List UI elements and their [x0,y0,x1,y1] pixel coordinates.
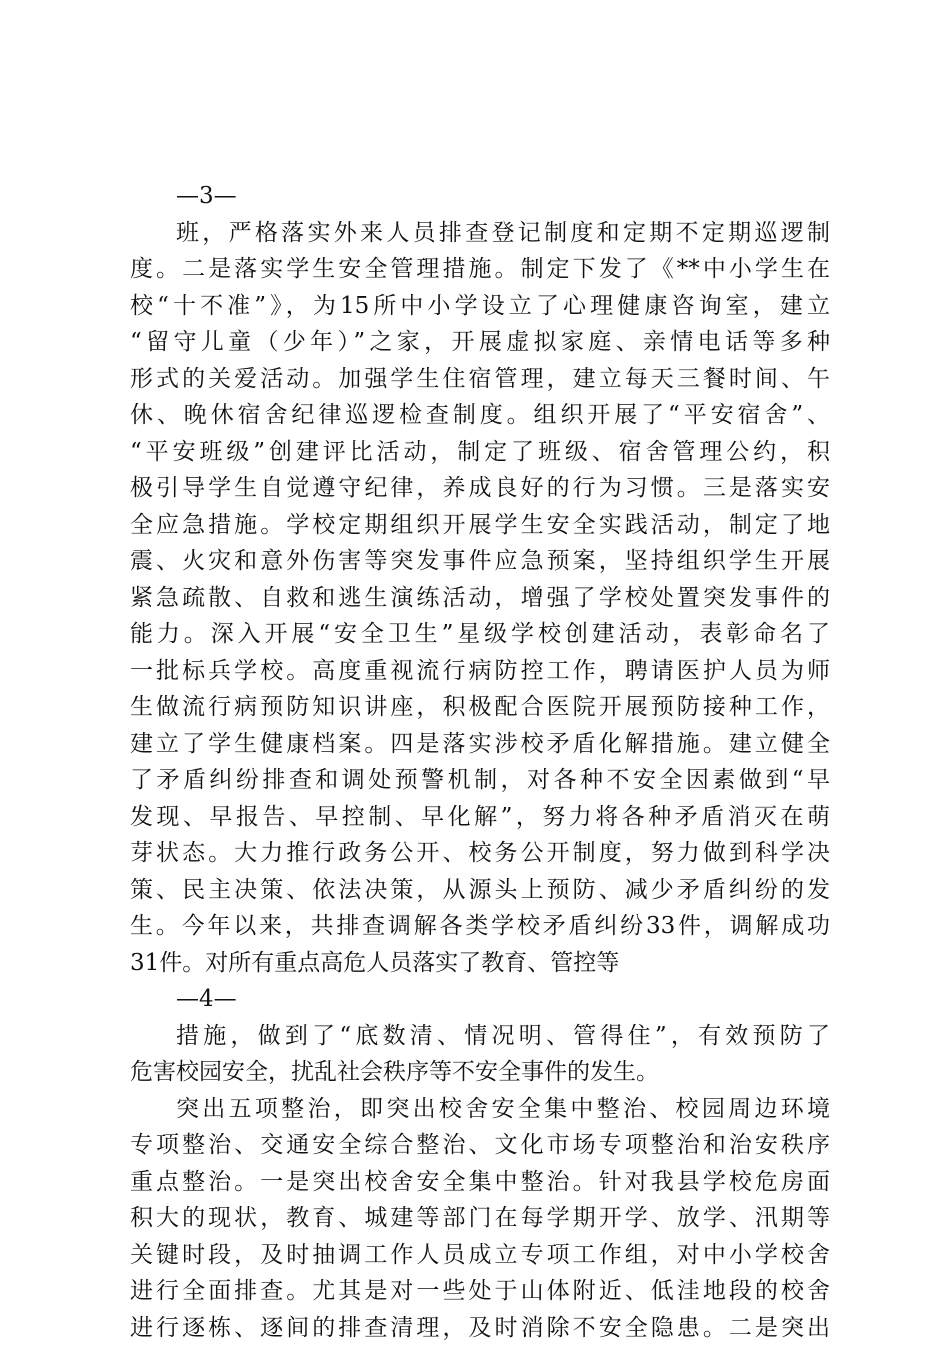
text-line: 紧急疏散、自救和逃生演练活动，增强了学校处置突发事件的 [130,580,830,617]
text-line: 休、晚休宿舍纪律巡逻检查制度。组织开展了“平安宿舍”、 [130,397,830,434]
text-line: 进行逐栋、逐间的排查清理，及时消除不安全隐患。二是突出 [130,1310,830,1346]
text-line: 生做流行病预防知识讲座，积极配合医院开展预防接种工作， [130,689,830,726]
text-line: 极引导学生自觉遵守纪律，养成良好的行为习惯。三是落实安 [130,470,830,507]
text-line: 进行全面排查。尤其是对一些处于山体附近、低洼地段的校舍 [130,1273,830,1310]
text-line: 了矛盾纠纷排查和调处预警机制，对各种不安全因素做到“早 [130,762,830,799]
text-line: 班，严格落实外来人员排查登记制度和定期不定期巡逻制 [130,215,830,252]
text-line: 震、火灾和意外伤害等突发事件应急预案，坚持组织学生开展 [130,543,830,580]
paragraph-continued [130,215,830,982]
text-line: 重点整治。一是突出校舍安全集中整治。针对我县学校危房面 [130,1164,830,1201]
page-number-4: —4— [130,981,830,1018]
text-line: 校“十不准”》，为15所中小学设立了心理健康咨询室，建立 [130,288,830,325]
paragraph-five-rectifications [130,1091,830,1346]
text-line: “留守儿童（少年）”之家，开展虚拟家庭、亲情电话等多种 [130,324,830,361]
text-line: 策、民主决策、依法决策，从源头上预防、减少矛盾纠纷的发 [130,872,830,909]
text-line: 芽状态。大力推行政务公开、校务公开制度，努力做到科学决 [130,835,830,872]
text-line: 关键时段，及时抽调工作人员成立专项工作组，对中小学校舍 [130,1237,830,1274]
text-line: 一批标兵学校。高度重视流行病防控工作，聘请医护人员为师 [130,653,830,690]
text-line: 度。二是落实学生安全管理措施。制定下发了《**中小学生在 [130,251,830,288]
text-line: 突出五项整治，即突出校舍安全集中整治、校园周边环境 [130,1091,830,1128]
text-line: 积大的现状，教育、城建等部门在每学期开学、放学、汛期等 [130,1200,830,1237]
text-line: 措施，做到了“底数清、情况明、管得住”，有效预防了 [130,1018,830,1055]
text-line: 能力。深入开展“安全卫生”星级学校创建活动，表彰命名了 [130,616,830,653]
text-line: 全应急措施。学校定期组织开展学生安全实践活动，制定了地 [130,507,830,544]
document-body [130,178,830,1346]
text-line: 危害校园安全，扰乱社会秩序等不安全事件的发生。 [130,1054,830,1091]
paragraph-measures [130,1018,830,1091]
text-line: 31件。对所有重点高危人员落实了教育、管控等 [130,945,830,982]
text-line: 建立了学生健康档案。四是落实涉校矛盾化解措施。建立健全 [130,726,830,763]
text-line: 生。今年以来，共排查调解各类学校矛盾纠纷33件，调解成功 [130,908,830,945]
text-line: 形式的关爱活动。加强学生住宿管理，建立每天三餐时间、午 [130,361,830,398]
text-line: “平安班级”创建评比活动，制定了班级、宿舍管理公约，积 [130,434,830,471]
text-line: 发现、早报告、早控制、早化解”，努力将各种矛盾消灭在萌 [130,799,830,836]
page-number-3: —3— [130,178,830,215]
text-line: 专项整治、交通安全综合整治、文化市场专项整治和治安秩序 [130,1127,830,1164]
